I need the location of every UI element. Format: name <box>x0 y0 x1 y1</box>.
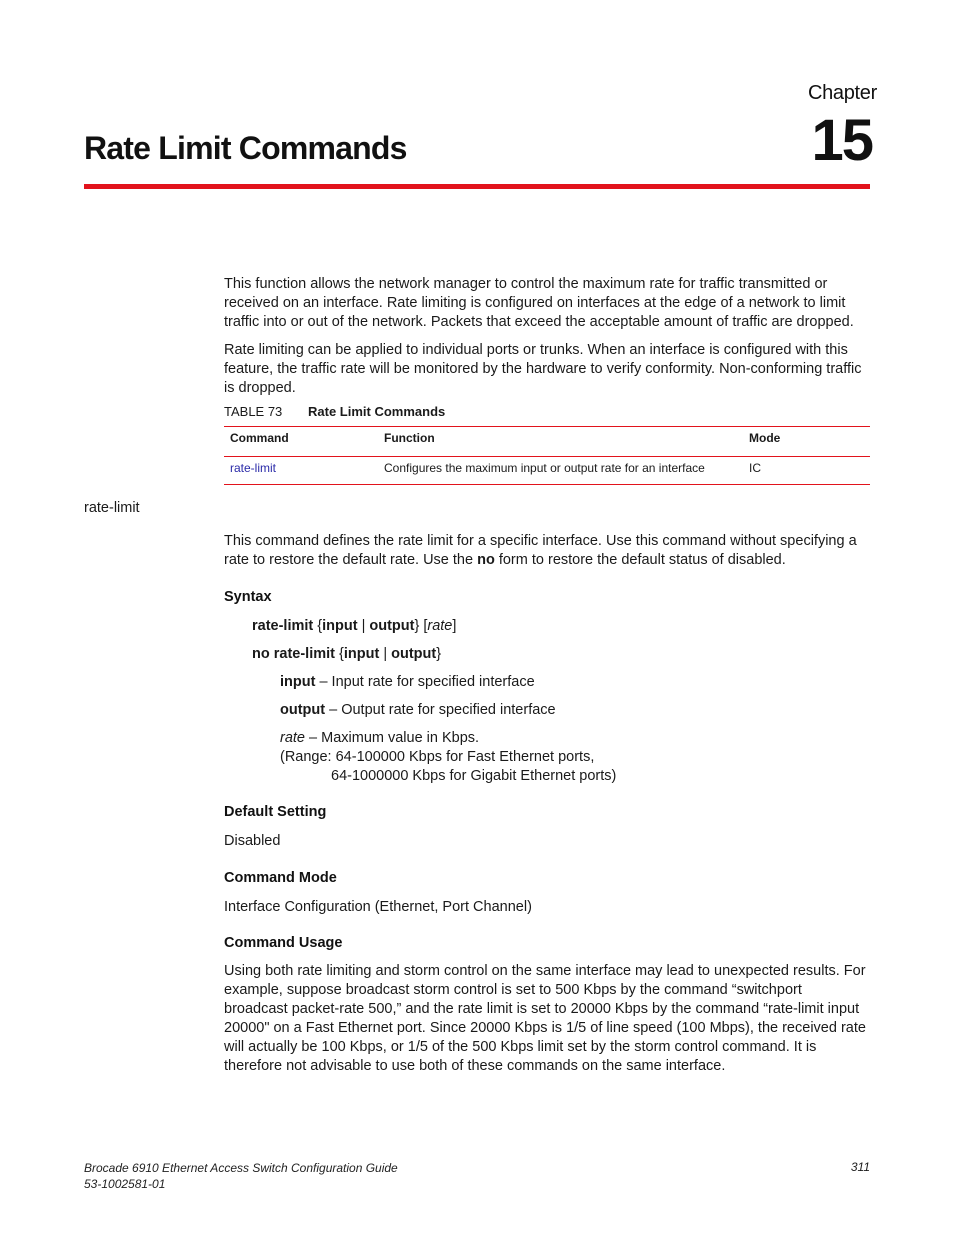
command-heading: rate-limit <box>84 500 140 516</box>
table-header-function: Function <box>378 427 743 457</box>
syntax2-keyword: no rate-limit <box>252 646 335 662</box>
intro-paragraph-2: Rate limiting can be applied to individual ports or trunks. When an interface is configured with this feature, the traffic rate will be monitored by the hardware to verify conformity. Non-conforming traffic is dropped. <box>224 342 862 396</box>
intro-paragraph-1: This function allows the network manager to control the maximum rate for traffic transmitted or received on an interface. Rate limiting is configured on interfaces at the edge of a network to limit traffic into or out of the network. Packets that exceed the acceptable amount of traffic are dropped. <box>224 276 854 330</box>
command-usage-text: Using both rate limiting and storm control on the same interface may lead to unexpected results. For example, suppose broadcast storm control is set to 500 Kbps by the command “switchport broadcast packet-rate 500,” and the rate limit is set to 20000 Kbps by the command “rate-limit input 20000" on a Fast Ethernet port. Since 20000 Kbps is 1/5 of line speed (100 Mbps), the received rate will actually be 100 Kbps, or 1/5 of the 500 Kbps limit set by the storm control command. It is therefore not advisable to use both of these commands on the same interface. <box>224 963 866 1074</box>
desc-no-keyword: no <box>477 552 495 568</box>
chapter-label: Chapter <box>807 82 877 104</box>
syntax1-keyword: rate-limit <box>252 618 314 634</box>
table-cell-command <box>224 457 378 485</box>
syntax1-bracket-close: ] <box>452 618 457 634</box>
rate-limit-link[interactable]: rate-limit <box>230 461 277 475</box>
command-usage-heading: Command Usage <box>224 935 343 951</box>
param-output-desc: – Output rate for specified interface <box>325 702 556 718</box>
syntax2-output: output <box>391 646 437 662</box>
param-input-desc: – Input rate for specified interface <box>315 674 535 690</box>
syntax1-brace-close: } [ <box>414 618 428 634</box>
chapter-title: Rate Limit Commands <box>84 130 407 166</box>
table-cell-mode: IC <box>743 457 870 485</box>
syntax1-pipe: | <box>357 618 370 634</box>
syntax2-brace-open: { <box>334 646 344 662</box>
chapter-divider <box>84 184 870 189</box>
desc-part-a: This command defines the rate limit for a specific interface. Use this command without specifying a rate to restore the default rate. Use the <box>224 533 857 568</box>
param-rate-keyword: rate <box>280 730 305 746</box>
command-description <box>224 532 874 570</box>
command-mode-heading: Command Mode <box>224 870 337 886</box>
param-output <box>280 701 556 720</box>
param-rate <box>280 729 479 748</box>
default-setting-heading: Default Setting <box>224 804 327 820</box>
table-cell-function: Configures the maximum input or output rate for an interface <box>378 457 743 485</box>
table-header-command: Command <box>224 427 378 457</box>
table-caption-number: TABLE 73 <box>224 404 283 419</box>
syntax-heading: Syntax <box>224 589 272 605</box>
footer-doc-info <box>84 1160 398 1192</box>
syntax2-input: input <box>343 646 380 662</box>
syntax1-brace-open: { <box>313 618 323 634</box>
table-caption <box>224 404 445 419</box>
syntax2-pipe: | <box>379 646 392 662</box>
param-rate-range-1: (Range: 64-100000 Kbps for Fast Ethernet ports, <box>280 749 595 765</box>
param-input <box>280 673 535 692</box>
default-setting-value: Disabled <box>224 833 281 849</box>
param-output-keyword: output <box>280 702 326 718</box>
syntax-line-2 <box>252 645 441 664</box>
page-number: 311 <box>850 1160 870 1174</box>
table-header-row <box>224 427 870 457</box>
syntax1-rate: rate <box>427 618 453 634</box>
syntax1-input: input <box>322 618 358 634</box>
param-rate-range-2: 64-1000000 Kbps for Gigabit Ethernet ports) <box>331 768 617 784</box>
command-mode-value: Interface Configuration (Ethernet, Port Channel) <box>224 899 532 915</box>
syntax1-output: output <box>369 618 415 634</box>
footer-guide-title: Brocade 6910 Ethernet Access Switch Configuration Guide <box>84 1161 398 1175</box>
table-caption-title: Rate Limit Commands <box>308 404 446 419</box>
footer-doc-number: 53-1002581-01 <box>84 1177 166 1191</box>
desc-part-b: form to restore the default status of disabled. <box>494 552 786 568</box>
table-row <box>224 457 870 485</box>
chapter-number: 15 <box>811 108 872 173</box>
param-input-keyword: input <box>280 674 316 690</box>
rate-limit-commands-table <box>224 426 870 485</box>
table-header-mode: Mode <box>743 427 870 457</box>
syntax2-brace-close: } <box>436 646 442 662</box>
syntax-line-1 <box>252 617 456 636</box>
param-rate-desc: – Maximum value in Kbps. <box>305 730 480 746</box>
